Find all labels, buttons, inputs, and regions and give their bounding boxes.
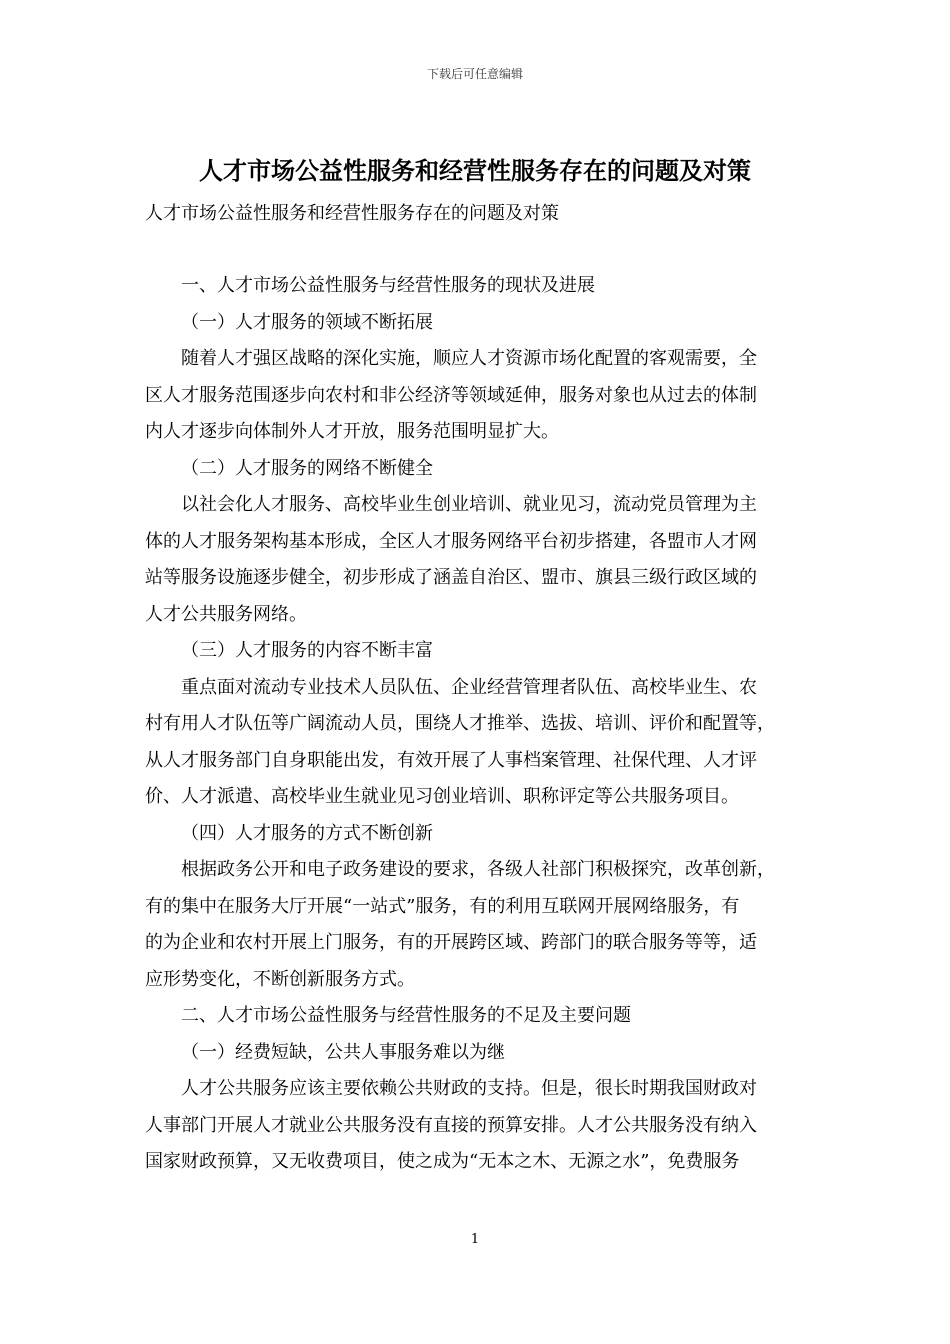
document-title: 人才市场公益性服务和经营性服务存在的问题及对策 — [199, 156, 751, 185]
subsection-heading-1-3: （三）人才服务的内容不断丰富 — [181, 640, 433, 661]
subsection-heading-1-1: （一）人才服务的领域不断拓展 — [181, 311, 433, 333]
paragraph-4: 根据政务公开和电子政务建设的要求，各级人社部门积极探究，改革创新， 有的集中在服务大厅开展“一站式”服务，有的利用互联网开展网络服务，有 的为企业和农村开展上门服务，有的开展跨区域、跨部门的联合服务等等，适 应形势变化，不断创新服务方式。 — [145, 859, 775, 990]
section-heading-2: 二、人才市场公益性服务与经营性服务的不足及主要问题 — [181, 1005, 631, 1026]
paragraph-1: 随着人才强区战略的深化实施，顺应人才资源市场化配置的客观需要，全 区人才服务范围逐步向农村和非公经济等领域延伸，服务对象也从过去的体制 内人才逐步向体制外人才开放，服务范围明显扩大。 — [145, 348, 757, 442]
paragraph-2: 以社会化人才服务、高校毕业生创业培训、就业见习，流动党员管理为主 体的人才服务架构基本形成，全区人才服务网络平台初步搭建，各盟市人才网 站等服务设施逐步健全，初步形成了涵盖自治区、盟市、旗县三级行政区域的 人才公共服务网络。 — [145, 494, 757, 625]
paragraph-5: 人才公共服务应该主要依赖公共财政的支持。但是，很长时期我国财政对 人事部门开展人才就业公共服务没有直接的预算安排。人才公共服务没有纳入 国家财政预算，又无收费项目，使之成为“无本之木、无源之水”，免费服务 — [145, 1078, 757, 1172]
page-number: 1 — [470, 1232, 480, 1247]
subsection-heading-1-2: （二）人才服务的网络不断健全 — [181, 457, 433, 479]
subsection-heading-1-4: （四）人才服务的方式不断创新 — [181, 822, 433, 844]
paragraph-3: 重点面对流动专业技术人员队伍、企业经营管理者队伍、高校毕业生、农 村有用人才队伍等广阔流动人员，围绕人才推举、选拔、培训、评价和配置等， 从人才服务部门自身职能出发，有效开展了人事档案管理、社保代理、人才评 价、人才派遣、高校毕业生就业见习创业培训、职称评定等公共服务项目。 — [145, 676, 775, 807]
subsection-heading-2-1: （一）经费短缺，公共人事服务难以为继 — [181, 1041, 505, 1063]
document-body — [145, 268, 810, 1181]
page-header-note: 下载后可任意编辑 — [426, 67, 523, 81]
document-subtitle: 人才市场公益性服务和经营性服务存在的问题及对策 — [145, 203, 559, 224]
section-heading-1: 一、人才市场公益性服务与经营性服务的现状及进展 — [181, 275, 595, 296]
